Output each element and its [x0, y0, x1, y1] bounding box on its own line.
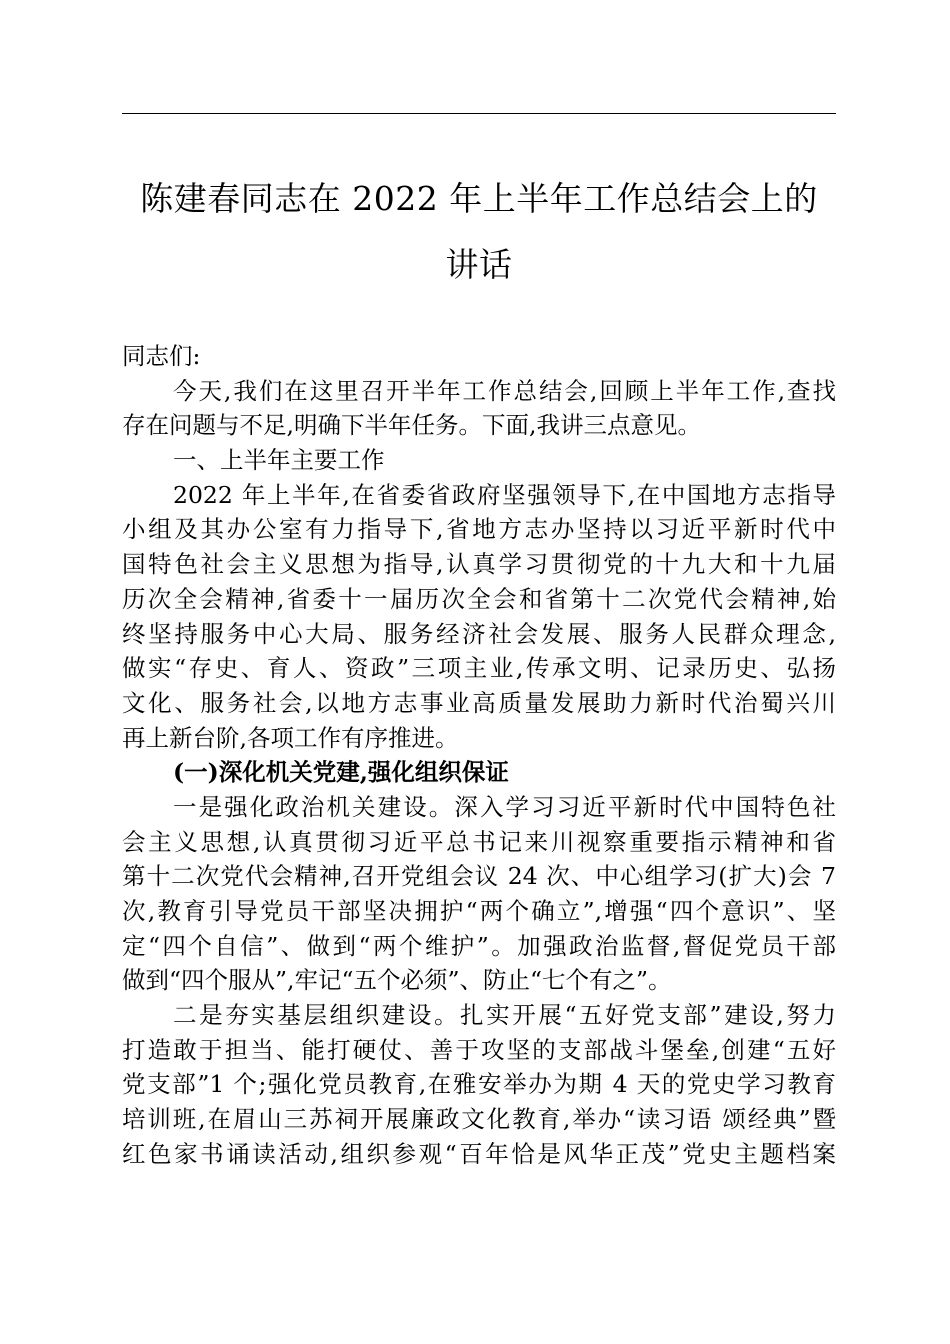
text-line: 2022 年上半年,在省委省政府坚强领导下,在中国地方志指导 — [173, 480, 836, 509]
section-heading: 一、上半年主要工作 — [173, 446, 385, 475]
text-line: 小组及其办公室有力指导下,省地方志办坚持以习近平新时代中 — [122, 515, 836, 544]
document-body — [122, 339, 836, 1172]
text-line: 定“四个自信”、做到“两个维护”。加强政治监督,督促党员干部 — [122, 931, 836, 960]
text-line: 存在问题与不足,明确下半年任务。下面,我讲三点意见。 — [122, 411, 701, 440]
text-line: 红色家书诵读活动,组织参观“百年恰是风华正茂”党史主题档案 — [122, 1139, 836, 1168]
subsection-heading: (一)深化机关党建,强化组织保证 — [173, 758, 509, 787]
text-line: 打造敢于担当、能打硬仗、善于攻坚的支部战斗堡垒,创建“五好 — [122, 1035, 836, 1064]
text-line: 会主义思想,认真贯彻习近平总书记来川视察重要指示精神和省 — [122, 827, 836, 856]
text-line: 再上新台阶,各项工作有序推进。 — [122, 723, 459, 752]
text-line: 二是夯实基层组织建设。扎实开展“五好党支部”建设,努力 — [173, 1001, 836, 1030]
text-line: 做到“四个服从”,牢记“五个必须”、防止“七个有之”。 — [122, 966, 672, 995]
text-line: 国特色社会主义思想为指导,认真学习贯彻党的十九大和十九届 — [122, 550, 836, 579]
text-line: 一是强化政治机关建设。深入学习习近平新时代中国特色社 — [173, 792, 836, 821]
title-line-1: 陈建春同志在 2022 年上半年工作总结会上的 — [140, 179, 818, 218]
text-line: 文化、服务社会,以地方志事业高质量发展助力新时代治蜀兴川 — [122, 688, 836, 717]
text-line: 今天,我们在这里召开半年工作总结会,回顾上半年工作,查找 — [173, 376, 836, 405]
text-line: 党支部”1 个;强化党员教育,在雅安举办为期 4 天的党史学习教育 — [122, 1070, 836, 1099]
document-title — [122, 166, 836, 298]
text-line: 终坚持服务中心大局、服务经济社会发展、服务人民群众理念, — [122, 619, 836, 648]
title-line-2: 讲话 — [445, 245, 513, 284]
text-line: 做实“存史、育人、资政”三项主业,传承文明、记录历史、弘扬 — [122, 654, 836, 683]
salutation: 同志们: — [122, 342, 201, 370]
text-line: 培训班,在眉山三苏祠开展廉政文化教育,举办“读习语 颂经典”暨 — [122, 1105, 836, 1134]
header-rule — [122, 113, 836, 114]
text-line: 次,教育引导党员干部坚决拥护“两个确立”,增强“四个意识”、坚 — [122, 897, 836, 925]
text-line: 第十二次党代会精神,召开党组会议 24 次、中心组学习(扩大)会 7 — [122, 862, 836, 891]
text-line: 历次全会精神,省委十一届历次全会和省第十二次党代会精神,始 — [122, 584, 836, 613]
